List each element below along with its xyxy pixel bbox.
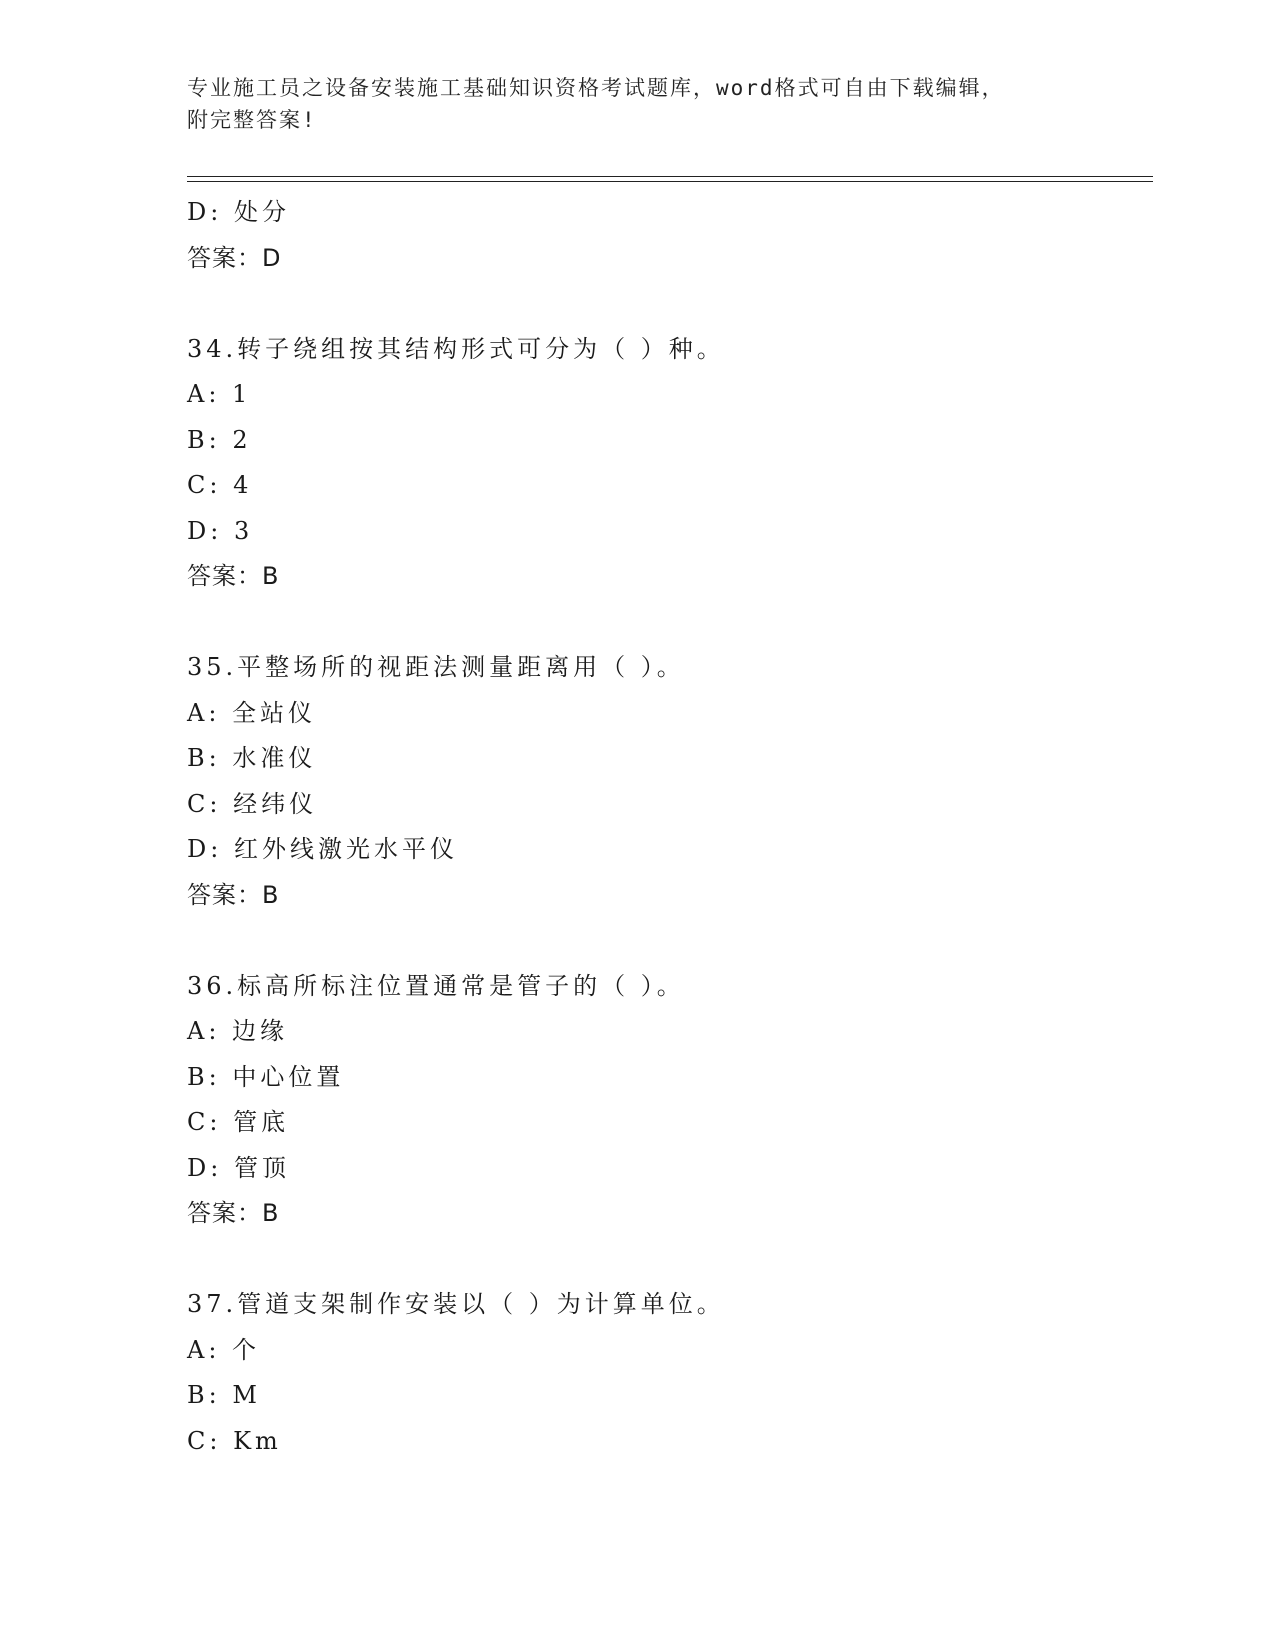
header-divider-top <box>187 176 1153 177</box>
option-d: D: 处分 <box>187 198 290 226</box>
answer: 答案：D <box>187 243 282 272</box>
spacer <box>187 600 1153 646</box>
option-c: C: 经纬仪 <box>187 789 318 818</box>
option-d: D: 管顶 <box>187 1153 290 1182</box>
document-header <box>187 72 1067 136</box>
option-c: C: Km <box>187 1426 282 1455</box>
header-line-1: 专业施工员之设备安装施工基础知识资格考试题库，word格式可自由下载编辑， <box>187 76 1005 100</box>
question-list <box>187 190 1153 1464</box>
spacer <box>187 1237 1153 1283</box>
option-a: A: 个 <box>187 1335 261 1364</box>
option-d: D: 红外线激光水平仪 <box>187 835 458 863</box>
answer: 答案：B <box>187 562 280 590</box>
option-a: A: 全站仪 <box>187 698 317 727</box>
answer: 答案：B <box>187 880 280 909</box>
spacer <box>187 918 1153 964</box>
question-36: 36.标高所标注位置通常是管子的（ ）。 <box>187 971 685 1000</box>
question-35: 35.平整场所的视距法测量距离用（ ）。 <box>187 653 685 681</box>
option-c: C: 管底 <box>187 1108 290 1136</box>
option-d: D: 3 <box>187 516 254 545</box>
header-line-2: 附完整答案! <box>187 108 317 132</box>
option-a: A: 边缘 <box>187 1017 289 1045</box>
answer: 答案：B <box>187 1199 280 1227</box>
option-c: C: 4 <box>187 471 253 499</box>
question-37: 37.管道支架制作安装以（ ）为计算单位。 <box>187 1290 725 1318</box>
spacer <box>187 281 1153 327</box>
option-b: B: 中心位置 <box>187 1062 345 1091</box>
option-b: B: 水准仪 <box>187 744 317 772</box>
header-divider-bottom <box>187 181 1153 182</box>
question-34: 34.转子绕组按其结构形式可分为（ ）种。 <box>187 334 725 363</box>
option-a: A: 1 <box>187 380 252 408</box>
option-b: B: 2 <box>187 425 252 454</box>
option-b: B: M <box>187 1381 261 1409</box>
